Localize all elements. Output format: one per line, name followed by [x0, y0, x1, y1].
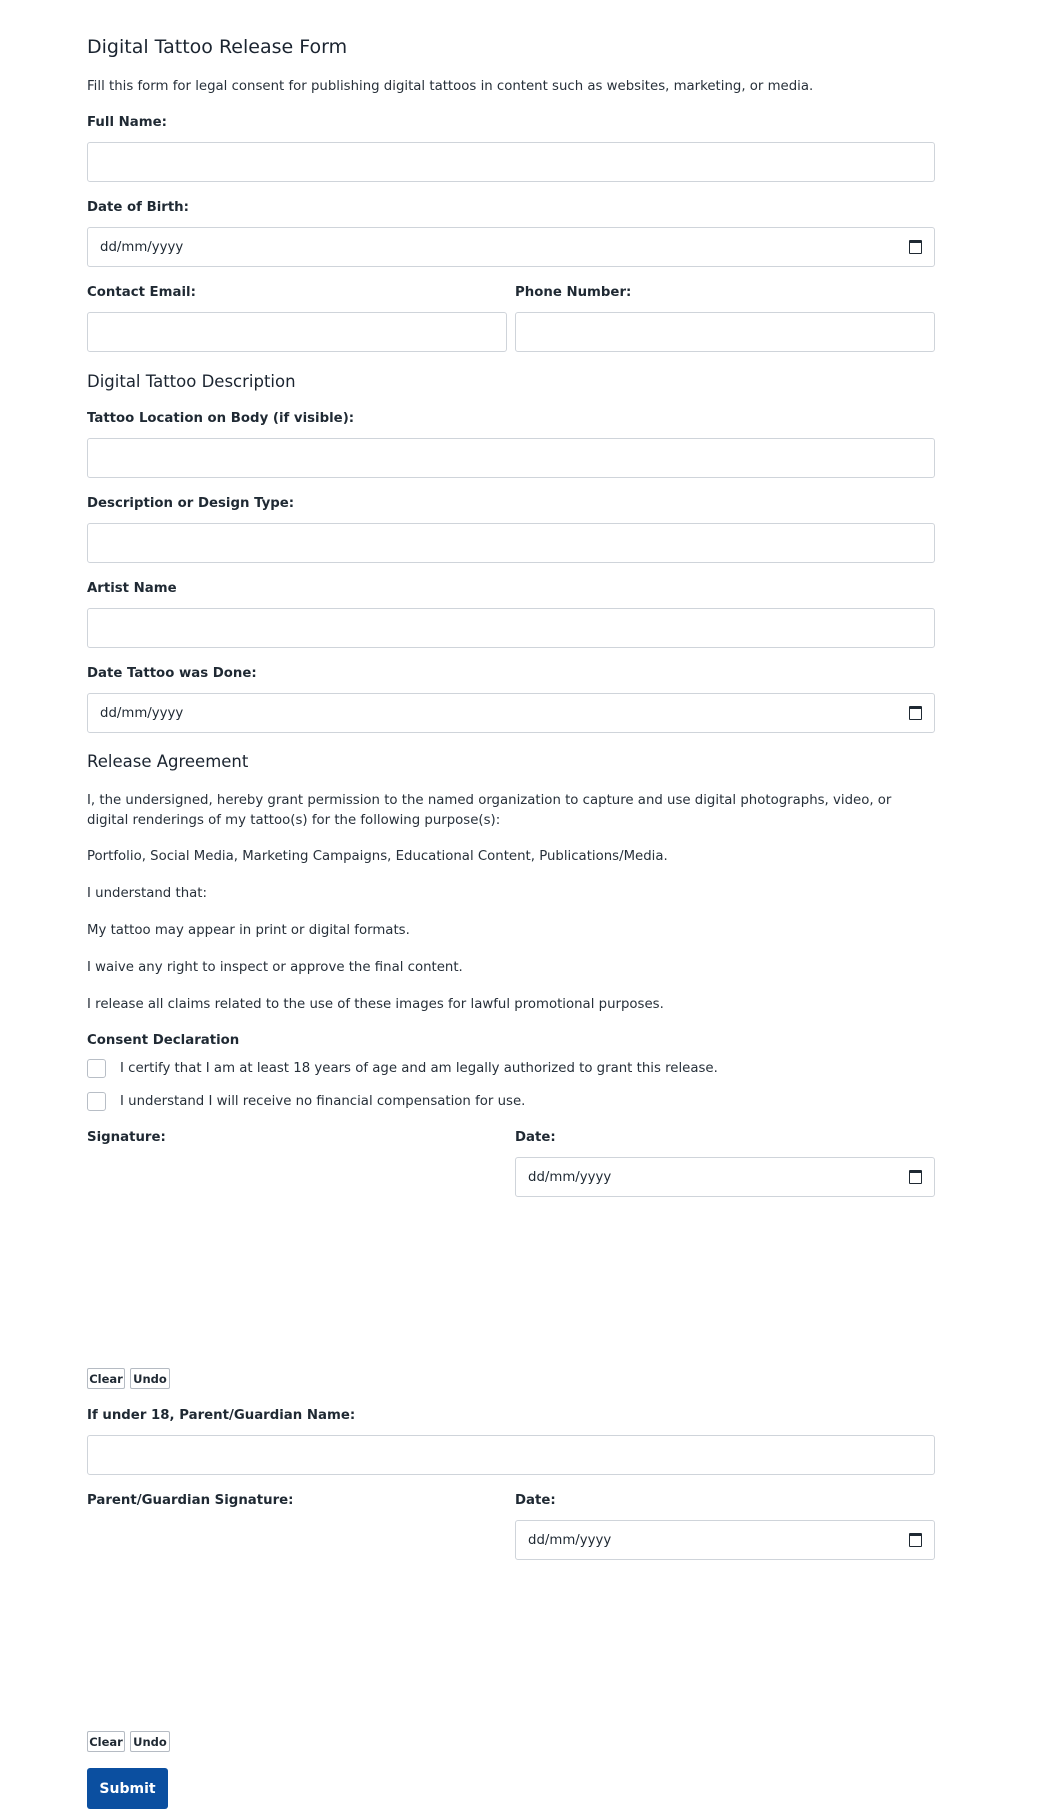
release-point-2: I waive any right to inspect or approve the final content. [87, 960, 463, 975]
calendar-icon[interactable] [909, 1533, 922, 1547]
full-name-input[interactable] [87, 142, 935, 182]
date-done-input[interactable] [87, 693, 935, 733]
consent-age-label: I certify that I am at least 18 years of age and am legally authorized to grant this release. [120, 1061, 718, 1076]
calendar-icon[interactable] [909, 1170, 922, 1184]
description-label: Description or Design Type: [87, 496, 295, 511]
tattoo-section-heading: Digital Tattoo Description [87, 372, 296, 391]
signature-pad[interactable] [87, 1152, 507, 1357]
description-input[interactable] [87, 523, 935, 563]
calendar-icon[interactable] [909, 240, 922, 254]
guardian-undo-button[interactable]: Undo [130, 1731, 170, 1752]
signature-date-label: Date: [515, 1130, 556, 1145]
calendar-icon[interactable] [909, 706, 922, 720]
guardian-name-label: If under 18, Parent/Guardian Name: [87, 1408, 356, 1423]
guardian-signature-label: Parent/Guardian Signature: [87, 1493, 294, 1508]
consent-heading: Consent Declaration [87, 1033, 240, 1048]
email-label: Contact Email: [87, 285, 196, 300]
guardian-date-input[interactable] [515, 1520, 935, 1560]
date-done-label: Date Tattoo was Done: [87, 666, 257, 681]
release-purposes: Portfolio, Social Media, Marketing Campaigns, Educational Content, Publications/Media. [87, 849, 668, 864]
signature-label: Signature: [87, 1130, 166, 1145]
consent-age-checkbox[interactable] [87, 1059, 106, 1078]
consent-compensation-label: I understand I will receive no financial compensation for use. [120, 1094, 526, 1109]
signature-undo-button[interactable]: Undo [130, 1368, 170, 1389]
release-understand: I understand that: [87, 886, 207, 901]
guardian-date-label: Date: [515, 1493, 556, 1508]
guardian-signature-pad[interactable] [87, 1515, 507, 1720]
dob-input[interactable] [87, 227, 935, 267]
phone-input[interactable] [515, 312, 935, 352]
tattoo-location-input[interactable] [87, 438, 935, 478]
signature-date-input[interactable] [515, 1157, 935, 1197]
intro-text: Fill this form for legal consent for publishing digital tattoos in content such as websites, marketing, or media. [87, 79, 814, 94]
guardian-clear-button[interactable]: Clear [87, 1731, 125, 1752]
consent-compensation-checkbox[interactable] [87, 1092, 106, 1111]
dob-label: Date of Birth: [87, 200, 189, 215]
email-input[interactable] [87, 312, 507, 352]
guardian-name-input[interactable] [87, 1435, 935, 1475]
release-point-1: My tattoo may appear in print or digital formats. [87, 923, 410, 938]
tattoo-location-label: Tattoo Location on Body (if visible): [87, 411, 355, 426]
guardian-date-placeholder: dd/mm/yyyy [528, 1532, 612, 1548]
submit-button[interactable]: Submit [87, 1768, 168, 1809]
signature-clear-button[interactable]: Clear [87, 1368, 125, 1389]
full-name-label: Full Name: [87, 115, 167, 130]
signature-date-placeholder: dd/mm/yyyy [528, 1169, 612, 1185]
artist-label: Artist Name [87, 581, 177, 596]
page-title: Digital Tattoo Release Form [87, 36, 348, 58]
date-done-placeholder: dd/mm/yyyy [100, 705, 184, 721]
release-heading: Release Agreement [87, 752, 249, 771]
phone-label: Phone Number: [515, 285, 632, 300]
artist-input[interactable] [87, 608, 935, 648]
release-point-3: I release all claims related to the use of these images for lawful promotional purposes. [87, 997, 664, 1012]
dob-placeholder: dd/mm/yyyy [100, 239, 184, 255]
release-paragraph: I, the undersigned, hereby grant permission to the named organization to capture and use digital photographs, video, or digital renderings of my tattoo(s) for the following purpose(s): [87, 793, 892, 828]
